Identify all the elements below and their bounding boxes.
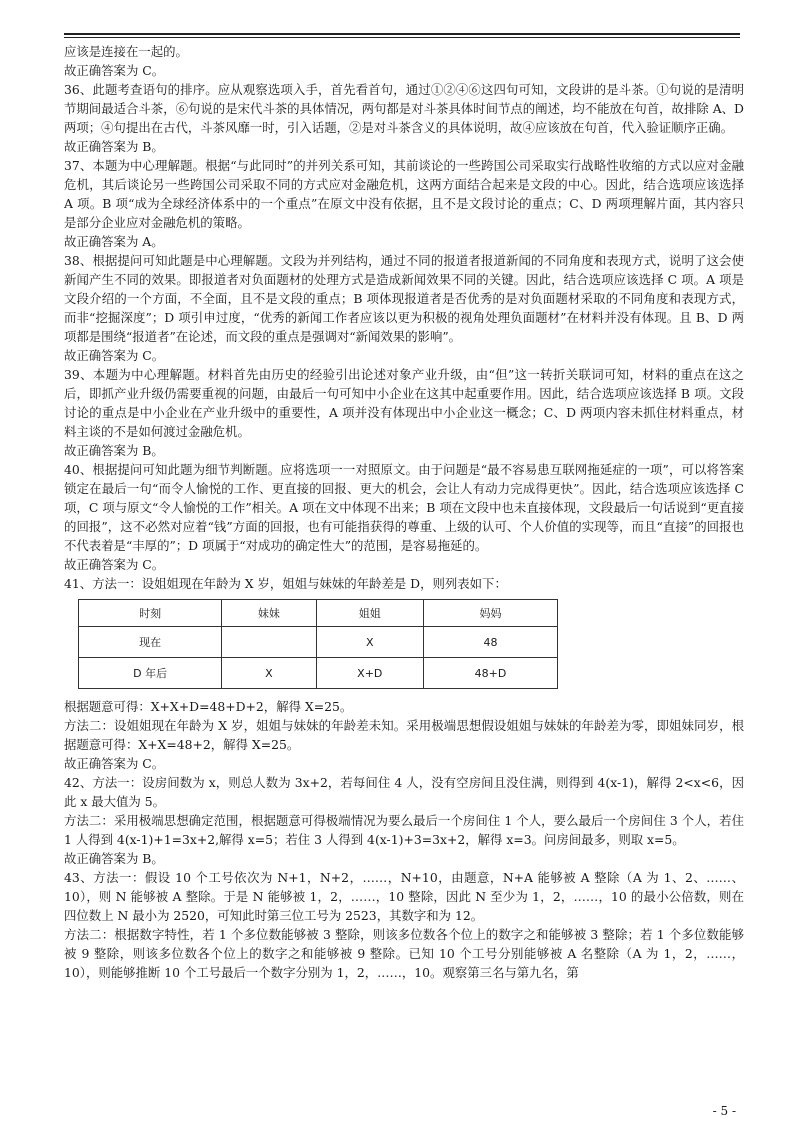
header-rule-thin: [64, 37, 740, 38]
table-cell: X+D: [316, 658, 424, 689]
paragraph-q40: 40、根据提问可知此题为细节判断题。应将选项一一对照原文。由于问题是“最不容易患互联网拖延症的一项”，可以将答案锁定在最后一句“而令人愉悦的工作、更直接的回报、更大的机会，会让人有动力完成得更快”。因此，结合选项应该选择 C 项，C 项与原文“令人愉悦的工作”相关。A 项在文中体现不出来；B 项在文段中也未直接体现，文段最后一句话说到“更直接的回报”，这不必然对应着“钱”方面的回报，也有可能指获得的尊重、上级的认可、个人价值的实现等，而且“直接”的回报也不代表着是“丰厚的”；D 项属于“对成功的确定性大”的范围，是容易拖延的。: [64, 462, 744, 553]
table-cell: 48+D: [424, 658, 558, 689]
paragraph-q43-method2: 方法二：根据数字特性，若 1 个多位数能够被 3 整除，则该多位数各个位上的数字之和能够被 3 整除；若 1 个多位数能够被 9 整除，则该多位数各个位上的数字之和能够被 9 整除。已知 10 个工号分别能够被 A 名整除（A 为 1，2，……，10），则能够推断 10 个工号最后一个数字分别为 1，2，……，10。观察第三名与第九名，第: [64, 927, 744, 980]
paragraph-q42-method1: 42、方法一：设房间数为 x，则总人数为 3x+2，若每间住 4 人，没有空房间且没住满，则得到 4(x-1)，解得 2<x<6，因此 x 最大值为 5。: [64, 775, 744, 809]
paragraph: 应该是连接在一起的。: [64, 44, 188, 59]
table-cell: D 年后: [79, 658, 222, 689]
age-table: [78, 599, 558, 689]
paragraph-q38: 38、根据提问可知此题是中心理解题。文段为并列结构，通过不同的报道者报道新闻的不同角度和表现方式，说明了这会使新闻产生不同的效果。即报道者对负面题材的处理方式是造成新闻效果不同的关键。因此，结合选项应该选择 C 项。A 项是文段介绍的一个方面，不全面，且不是文段的重点；B 项体现报道者是否优秀的是对负面题材采取的不同角度和表现方式，而非“挖掘深度”；D 项引申过度，“优秀的新闻工作者应该以更为积极的视角处理负面题材”在材料并没有体现。且 B、D 两项都是围绕“报道者”在论述，而文段的重点是强调对“新闻效果的影响”。: [64, 253, 744, 344]
paragraph-q43-method1: 43、方法一：假设 10 个工号依次为 N+1，N+2，……，N+10，由题意，N+A 能够被 A 整除（A 为 1、2、……、10），则 N 能够被 A 整除。于是 N 能够被 1，2，……，10 整除，因此 N 至少为 1，2，……，10 的最小公倍数，则在四位数上 N 最小为 2520，可知此时第三位工号为 2523，其数字和为 12。: [64, 870, 744, 923]
table-header: 时刻: [79, 600, 222, 627]
paragraph-q42-method2: 方法二：采用极端思想确定范围，根据题意可得极端情况为要么最后一个房间住 1 个人，要么最后一个房间住 3 个人，若住 1 人得到 4(x-1)+1=3x+2,解得 x=5；若住 3 人得到 4(x-1)+3=3x+2，解得 x=3。问房间最多，则取 x=5。: [64, 813, 744, 847]
paragraph-q39: 39、本题为中心理解题。材料首先由历史的经验引出论述对象产业升级，由“但”这一转折关联词可知，材料的重点在这之后，即抓产业升级仍需要重视的问题，由最后一句可知中小企业在这其中起重要作用。因此，结合选项应该选择 B 项。文段讨论的重点是中小企业在产业升级中的重要性，A 项并没有体现出中小企业这一概念；C、D 两项内容未抓住材料重点，材料主谈的不是如何渡过金融危机。: [64, 367, 744, 439]
table-cell: [222, 627, 316, 658]
paragraph-q41-method2: 方法二：设姐姐现在年龄为 X 岁，姐姐与妹妹的年龄差未知。采用极端思想假设姐姐与妹妹的年龄差为零，即姐妹同岁，根据题意可得：X+X=48+2，解得 X=25。: [64, 718, 744, 752]
paragraph-q41-result: 根据题意可得：X+X+D=48+D+2，解得 X=25。: [64, 699, 353, 714]
table-cell: X: [316, 627, 424, 658]
paragraph-q41-method1: 41、方法一：设姐姐现在年龄为 X 岁，姐姐与妹妹的年龄差是 D，则列表如下：: [64, 576, 507, 591]
answer-line: 故正确答案为 C。: [64, 557, 165, 572]
table-row: [79, 627, 558, 658]
answer-line: 故正确答案为 C。: [64, 63, 165, 78]
paragraph-q36: 36、此题考查语句的排序。应从观察选项入手，首先看首句，通过①②④⑥这四句可知，文段讲的是斗茶。①句说的是清明节期间最适合斗茶，⑥句说的是宋代斗茶的具体情况，两句都是对斗茶具体时间节点的阐述，均不能放在句首，故排除 A、D 两项；④句提出在古代，斗茶风靡一时，引入话题，②是对斗茶含义的具体说明，故④应该放在句首，代入验证顺序正确。: [64, 82, 744, 135]
table-header: 姐姐: [316, 600, 424, 627]
table-cell: X: [222, 658, 316, 689]
table-header-row: [79, 600, 558, 627]
table-header: 妈妈: [424, 600, 558, 627]
page-content: [64, 42, 744, 982]
paragraph-q37: 37、本题为中心理解题。根据“与此同时”的并列关系可知，其前谈论的一些跨国公司采取实行战略性收缩的方式以应对金融危机，其后谈论另一些跨国公司采取不同的方式应对金融危机，这两方面结合起来是文段的中心。因此，结合选项应该选择 A 项。B 项“成为全球经济体系中的一个重点”在原文中没有依据，且不是文段讨论的重点；C、D 两项理解片面，其内容只是部分企业应对金融危机的策略。: [64, 158, 744, 230]
answer-line: 故正确答案为 B。: [64, 139, 164, 154]
table-cell: 48: [424, 627, 558, 658]
answer-line: 故正确答案为 C。: [64, 756, 165, 771]
answer-line: 故正确答案为 B。: [64, 443, 164, 458]
answer-line: 故正确答案为 C。: [64, 348, 165, 363]
header-rule-thick: [64, 33, 740, 35]
answer-line: 故正确答案为 B。: [64, 851, 164, 866]
answer-line: 故正确答案为 A。: [64, 234, 164, 249]
table-row: [79, 658, 558, 689]
page-number: - 5 -: [712, 1104, 736, 1118]
table-cell: 现在: [79, 627, 222, 658]
table-header: 妹妹: [222, 600, 316, 627]
